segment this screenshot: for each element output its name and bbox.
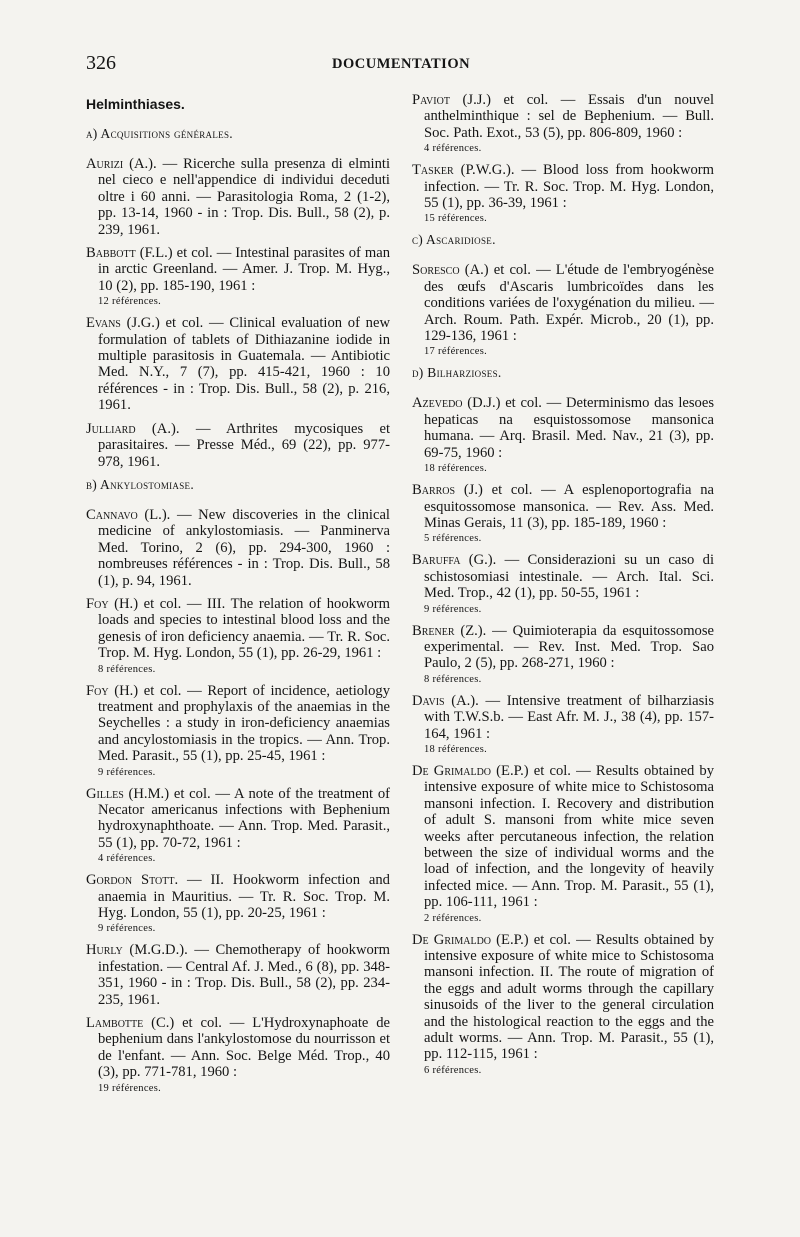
section-heading: Helminthiases. <box>86 96 185 112</box>
entry-citation: — II. Hookworm infection and anaemia in Mauritius. — Tr. R. Soc. Trop. M. Hyg. London, 55 (1), pp. 20-25, 1961 : <box>98 872 390 922</box>
bibliography-entry <box>86 596 390 676</box>
left-column <box>86 92 390 1102</box>
entry-reference-count: 2 références. <box>424 912 482 924</box>
right-column <box>412 92 714 1084</box>
entry-text <box>86 872 390 921</box>
entry-citation: et col. — L'Hydroxynaphoate de bephenium dans l'ankylostomose du nourrisson et de l'enfant. — Ann. Soc. Belge Méd. Trop., 40 (3), pp. 771-781, 1960 : <box>98 1015 390 1081</box>
entry-author: Evans (J.G.) <box>86 315 160 332</box>
entry-citation: — Intensive treatment of bilharziasis with T.W.S.b. — East Afr. M. J., 38 (4), pp. 157-164, 1961 : <box>424 692 714 742</box>
entry-author: Soresco (A.) <box>412 262 489 279</box>
entry-text <box>412 92 714 141</box>
bibliography-entry <box>86 872 390 935</box>
entry-text <box>412 162 714 211</box>
entry-text <box>86 315 390 413</box>
bibliography-entry <box>412 482 714 545</box>
bibliography-section <box>412 92 714 225</box>
entry-citation: — Blood loss from hookworm infection. — Tr. R. Soc. Trop. M. Hyg. London, 55 (1), pp. 36-39, 1961 : <box>424 162 715 212</box>
entry-text <box>412 932 714 1063</box>
entry-citation: et col. — Determinismo das lesoes hepaticas na esquistossomose mansonica humana. — Arq. Brasil. Med. Nav., 21 (3), pp. 69-75, 1960 : <box>424 395 714 461</box>
bibliography-entry <box>412 395 714 475</box>
bibliography-entry <box>86 786 390 866</box>
bibliography-entry <box>412 693 714 756</box>
entry-author: Davis (A.). <box>412 692 479 709</box>
entry-citation: et col. — A note of the treatment of Necator americanus infections with Bephenium hydroxynaphthoate. — Ann. Trop. Med. Parasit., 55 (1), pp. 70-72, 1961 : <box>98 785 390 851</box>
bibliography-entry <box>412 552 714 615</box>
entry-reference-count: 4 références. <box>424 143 482 155</box>
subsection-title: c) Ascaridiose. <box>412 232 496 248</box>
bibliography-entry <box>412 92 714 155</box>
entry-reference-count: 9 références. <box>424 603 482 615</box>
right-sections <box>412 92 714 1077</box>
bibliography-entry <box>86 1015 390 1095</box>
bibliography-section <box>412 232 714 358</box>
entry-text <box>86 683 390 765</box>
entry-text <box>412 763 714 911</box>
entry-citation: — Ricerche sulla presenza di elminti nel cieco e nell'appendice di individui deceduti oltre i 60 anni. — Parasitologia Roma, 2 (1-2), pp. 13-14, 1960 - in : Trop. Dis. Bull., 58 (2), p. 239, 1961. <box>98 156 391 238</box>
entry-reference-count: 18 références. <box>424 743 488 755</box>
entry-author: Azevedo (D.J.) <box>412 395 501 412</box>
entry-citation: — Chemotherapy of hookworm infestation. — Central Af. J. Med., 6 (8), pp. 348-351, 1960 - in : Trop. Dis. Bull., 58 (2), pp. 234-235, 1961. <box>98 942 391 1008</box>
entry-author: Paviot (J.J.) <box>412 92 491 108</box>
entry-citation: — Arthrites mycosiques et parasitaires. — Presse Méd., 69 (22), pp. 977-978, 1961. <box>98 420 391 470</box>
entry-text <box>412 482 714 531</box>
entry-author: Babbott (F.L.) <box>86 245 173 262</box>
entry-text <box>86 156 390 238</box>
entry-text <box>86 421 390 470</box>
entry-reference-count: 17 références. <box>424 346 488 358</box>
bibliography-entry <box>412 262 714 358</box>
entry-author: Julliard (A.). <box>86 420 180 437</box>
entry-citation: — New discoveries in the clinical medicine of ankylostomiasis. — Panminerva Med. Torino, 2 (6), pp. 294-300, 1960 : nombreuses références - in : Trop. Dis. Bull., 58 (1), p. 94, 1961. <box>98 506 390 589</box>
entry-author: Hurly (M.G.D.). <box>86 942 188 959</box>
subsection-title: a) Acquisitions générales. <box>86 126 233 141</box>
entry-author: Baruffa (G.). <box>412 552 497 569</box>
entry-author: Brener (Z.). <box>412 622 487 639</box>
entry-author: Lambotte (C.) <box>86 1015 175 1032</box>
entry-text <box>412 262 714 344</box>
bibliography-entry <box>412 932 714 1077</box>
entry-citation: et col. — Essais d'un nouvel anthelminthique : sel de Bephenium. — Bull. Soc. Path. Exot., 53 (5), pp. 806-809, 1960 : <box>424 92 714 141</box>
entry-text <box>412 623 714 672</box>
bibliography-entry <box>86 942 390 1008</box>
entry-citation: et col. — Results obtained by intensive exposure of white mice to Schistosoma mansoni infection. II. The route of migration of the eggs and adult worms through the capillary sinusoids of the liver to the general circulation and the histological reaction to the eggs and the adult worms. — Ann. Trop. M. Parasit., 55 (1), pp. 112-115, 1961 : <box>424 931 714 1063</box>
entry-citation: et col. — Report of incidence, aetiology treatment and prophylaxis of the anaemias in the Seychelles : a study in iron-deficiency anaemias and ancylostomiasis in the tropics. — Ann. Trop. Med. Parasit., 55 (1), pp. 25-45, 1961 : <box>98 682 390 765</box>
bibliography-section <box>412 365 714 1076</box>
entry-author: Cannavo (L.). <box>86 506 171 523</box>
bibliography-entry <box>412 162 714 225</box>
entry-text <box>412 552 714 601</box>
entry-text <box>86 786 390 852</box>
bibliography-entry <box>86 315 390 413</box>
bibliography-entry <box>412 763 714 925</box>
bibliography-entry <box>86 156 390 238</box>
page-number: 326 <box>86 52 116 74</box>
entry-author: Barros (J.) <box>412 482 483 499</box>
entry-text <box>86 1015 390 1081</box>
entry-reference-count: 8 références. <box>98 663 156 675</box>
entry-author: Aurizi (A.). <box>86 156 157 172</box>
entry-author: Gordon Stott. <box>86 872 179 889</box>
entry-reference-count: 18 références. <box>424 463 488 475</box>
entry-reference-count: 12 références. <box>98 296 162 308</box>
bibliography-entry <box>86 245 390 308</box>
bibliography-entry <box>86 507 390 589</box>
bibliography-entry <box>86 683 390 779</box>
entry-citation: — Quimioterapia da esquitossomose experimental. — Rev. Inst. Med. Trop. Sao Paulo, 2 (5), pp. 268-271, 1960 : <box>424 622 715 672</box>
running-title: DOCUMENTATION <box>332 56 471 72</box>
entry-citation: — Considerazioni su un caso di schistosomiasi intestinale. — Arch. Ital. Sci. Med. Trop., 42 (1), pp. 50-55, 1961 : <box>424 552 714 602</box>
entry-reference-count: 5 références. <box>424 533 482 545</box>
entry-author: De Grimaldo (E.P.) <box>412 931 529 948</box>
entry-text <box>86 596 390 662</box>
bibliography-entry <box>86 421 390 470</box>
left-sections <box>86 126 390 1095</box>
entry-author: De Grimaldo (E.P.) <box>412 762 529 779</box>
entry-citation: et col. — L'étude de l'embryogénèse des œufs d'Ascaris lumbricoïdes dans les conditions variées de l'oxygénation du milieu. — Arch. Roum. Path. Expér. Microb., 20 (1), pp. 129-136, 1961 : <box>424 262 714 345</box>
entry-citation: et col. — Results obtained by intensive exposure of white mice to Schistosoma mansoni infection. I. Recovery and distribution of adult S. mansoni from white mice seven weeks after percutaneous infection, the relation between the size of individual worms and the load of infection, and the longevity of heavily infected mice. — Ann. Trop. M. Parasit., 55 (1), pp. 106-111, 1961 : <box>424 762 714 911</box>
subsection-title: b) Ankylostomiase. <box>86 476 194 492</box>
entry-text <box>412 395 714 461</box>
entry-text <box>412 693 714 742</box>
entry-reference-count: 9 références. <box>98 766 156 778</box>
entry-citation: et col. — A esplenoportografia na esquitossomose mansonica. — Rev. Ass. Med. Minas Gerais, 11 (3), pp. 185-189, 1960 : <box>424 482 715 531</box>
entry-text <box>86 245 390 294</box>
page-header <box>86 50 786 80</box>
entry-citation: et col. — Intestinal parasites of man in arctic Greenland. — Amer. J. Trop. M. Hyg., 10 (2), pp. 185-190, 1961 : <box>98 245 390 294</box>
entry-reference-count: 8 références. <box>424 673 482 685</box>
entry-author: Foy (H.) <box>86 682 139 699</box>
entry-text <box>86 942 390 1008</box>
entry-author: Gilles (H.M.) <box>86 785 170 802</box>
entry-author: Tasker (P.W.G.). <box>412 162 515 179</box>
entry-reference-count: 19 références. <box>98 1082 162 1094</box>
entry-reference-count: 6 références. <box>424 1064 482 1076</box>
entry-author: Foy (H.) <box>86 595 139 612</box>
entry-citation: et col. — III. The relation of hookworm loads and species to intestinal blood loss and the genesis of iron deficiency anaemia. — Tr. R. Soc. Trop. M. Hyg. London, 55 (1), pp. 26-29, 1961 : <box>98 595 390 662</box>
bibliography-entry <box>412 623 714 686</box>
subsection-title: d) Bilharzioses. <box>412 365 502 381</box>
bibliography-section <box>86 477 390 1095</box>
entry-text <box>86 507 390 589</box>
bibliography-section <box>86 126 390 470</box>
entry-reference-count: 9 références. <box>98 923 156 935</box>
entry-reference-count: 15 références. <box>424 213 488 225</box>
entry-reference-count: 4 références. <box>98 853 156 865</box>
entry-citation: et col. — Clinical evaluation of new formulation of tablets of Dithiazanine iodide in multiple parasitosis in Guatemala. — Antibiotic Med. N.Y., 7 (7), pp. 415-421, 1960 : 10 références - in : Trop. Dis. Bull., 58 (2), p. 216, 1961. <box>98 315 390 414</box>
